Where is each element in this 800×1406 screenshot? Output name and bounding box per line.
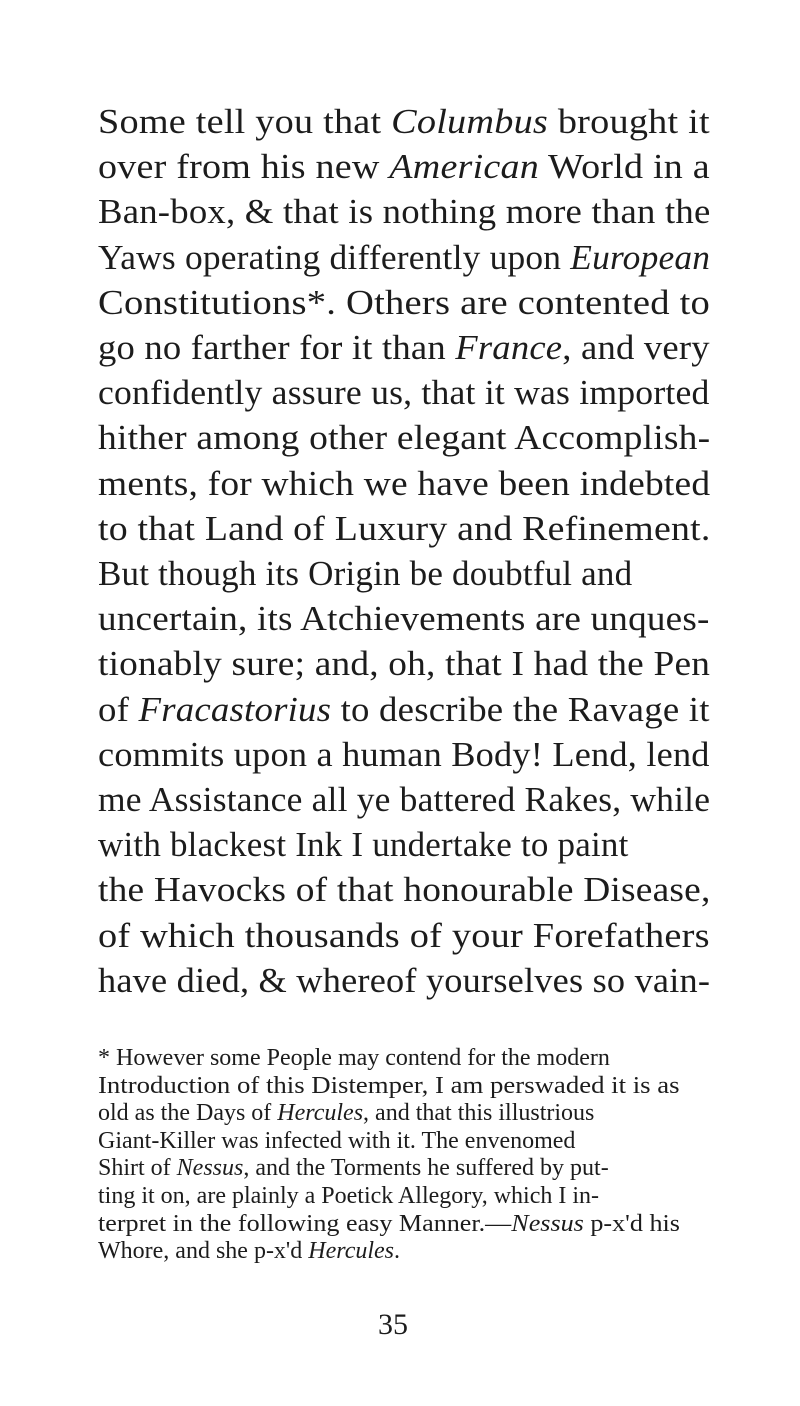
text-segment: of (98, 689, 139, 729)
text-segment: old as the Days of (98, 1100, 278, 1127)
footnote-line (98, 1183, 599, 1210)
text-line (98, 416, 710, 460)
text-segment: the Havocks of that honourable Disease, (98, 870, 711, 910)
text-segment: confidently assure us, that it was imported (98, 373, 710, 413)
text-line (98, 236, 710, 280)
text-segment: Giant-Killer was infected with it. The envenomed (98, 1127, 576, 1154)
footnote-line (98, 1073, 680, 1100)
text-segment: , and the Torments he suffered by put- (243, 1155, 609, 1182)
text-segment: over from his new (98, 147, 390, 187)
text-line (98, 190, 710, 234)
text-segment: ting it on, are plainly a Poetick Allegory, which I in- (98, 1183, 599, 1209)
text-line (98, 281, 710, 325)
text-segment: have died, & whereof yourselves so vain- (98, 960, 711, 1000)
text-segment: go no farther for it than (98, 328, 456, 367)
text-segment: , and that this illustrious (363, 1100, 595, 1127)
text-segment: , and very (562, 328, 710, 367)
text-line (98, 733, 710, 777)
italic-text: France (455, 328, 563, 367)
text-segment: commits upon a human Body! Lend, lend (98, 734, 710, 774)
footnote-line (98, 1128, 575, 1155)
text-segment: Some tell you that (98, 102, 392, 141)
text-line (98, 959, 710, 1003)
text-segment: Whore, and she p-x'd (98, 1238, 309, 1265)
text-segment: * However some People may contend for the modern (98, 1045, 610, 1071)
footnote-line (98, 1211, 680, 1238)
text-line (98, 371, 710, 415)
text-line (98, 868, 711, 912)
italic-text: Nessus (511, 1210, 584, 1237)
text-line (98, 507, 711, 551)
italic-text: Nessus (176, 1155, 244, 1182)
text-line (98, 688, 710, 732)
footnote-line (98, 1100, 594, 1127)
footnote-line (98, 1238, 400, 1265)
text-segment: But though its Origin be doubtful and (98, 554, 633, 593)
text-line (98, 100, 710, 144)
text-line (98, 597, 710, 641)
text-segment: Yaws operating differently upon (98, 237, 571, 277)
text-line (98, 145, 710, 189)
text-segment: me Assistance all ye battered Rakes, while (98, 780, 711, 819)
text-segment: tionably sure; and, oh, that I had the Pen (98, 644, 711, 684)
text-line (98, 778, 710, 822)
text-line (98, 823, 629, 867)
text-segment: uncertain, its Atchievements are unques- (98, 599, 710, 639)
italic-text: European (570, 237, 711, 277)
text-segment: terpret in the following easy Manner.— (98, 1210, 512, 1237)
text-segment: Ban-box, & that is nothing more than the (98, 192, 711, 232)
footnote-line (98, 1045, 610, 1072)
italic-text: American (389, 147, 539, 187)
text-line (98, 642, 710, 686)
text-segment: brought it (548, 102, 710, 141)
italic-text: Hercules (308, 1238, 395, 1265)
italic-text: Fracastorius (138, 689, 332, 729)
text-segment: World in a (538, 147, 710, 187)
text-segment: Shirt of (98, 1155, 177, 1182)
text-segment: of which thousands of your Forefathers (98, 915, 710, 955)
italic-text: Hercules (277, 1100, 364, 1127)
text-segment: Introduction of this Distemper, I am perswaded it is as (98, 1072, 680, 1099)
text-segment: with blackest Ink I undertake to paint (98, 825, 629, 865)
text-segment: to that Land of Luxury and Refinement. (98, 508, 711, 548)
text-segment: to describe the Ravage it (331, 689, 710, 729)
footnote-line (98, 1155, 609, 1182)
text-segment: p-x'd his (583, 1210, 680, 1237)
text-segment: ments, for which we have been indebted (98, 463, 711, 503)
text-segment: . (394, 1238, 401, 1265)
text-line (98, 914, 710, 958)
page-number: 35 (378, 1308, 408, 1341)
italic-text: Columbus (391, 102, 549, 141)
text-line (98, 326, 710, 370)
text-line (98, 552, 632, 596)
text-segment: hither among other elegant Accomplish- (98, 418, 711, 458)
text-segment: Constitutions*. Others are contented to (98, 282, 711, 322)
text-line (98, 462, 710, 506)
